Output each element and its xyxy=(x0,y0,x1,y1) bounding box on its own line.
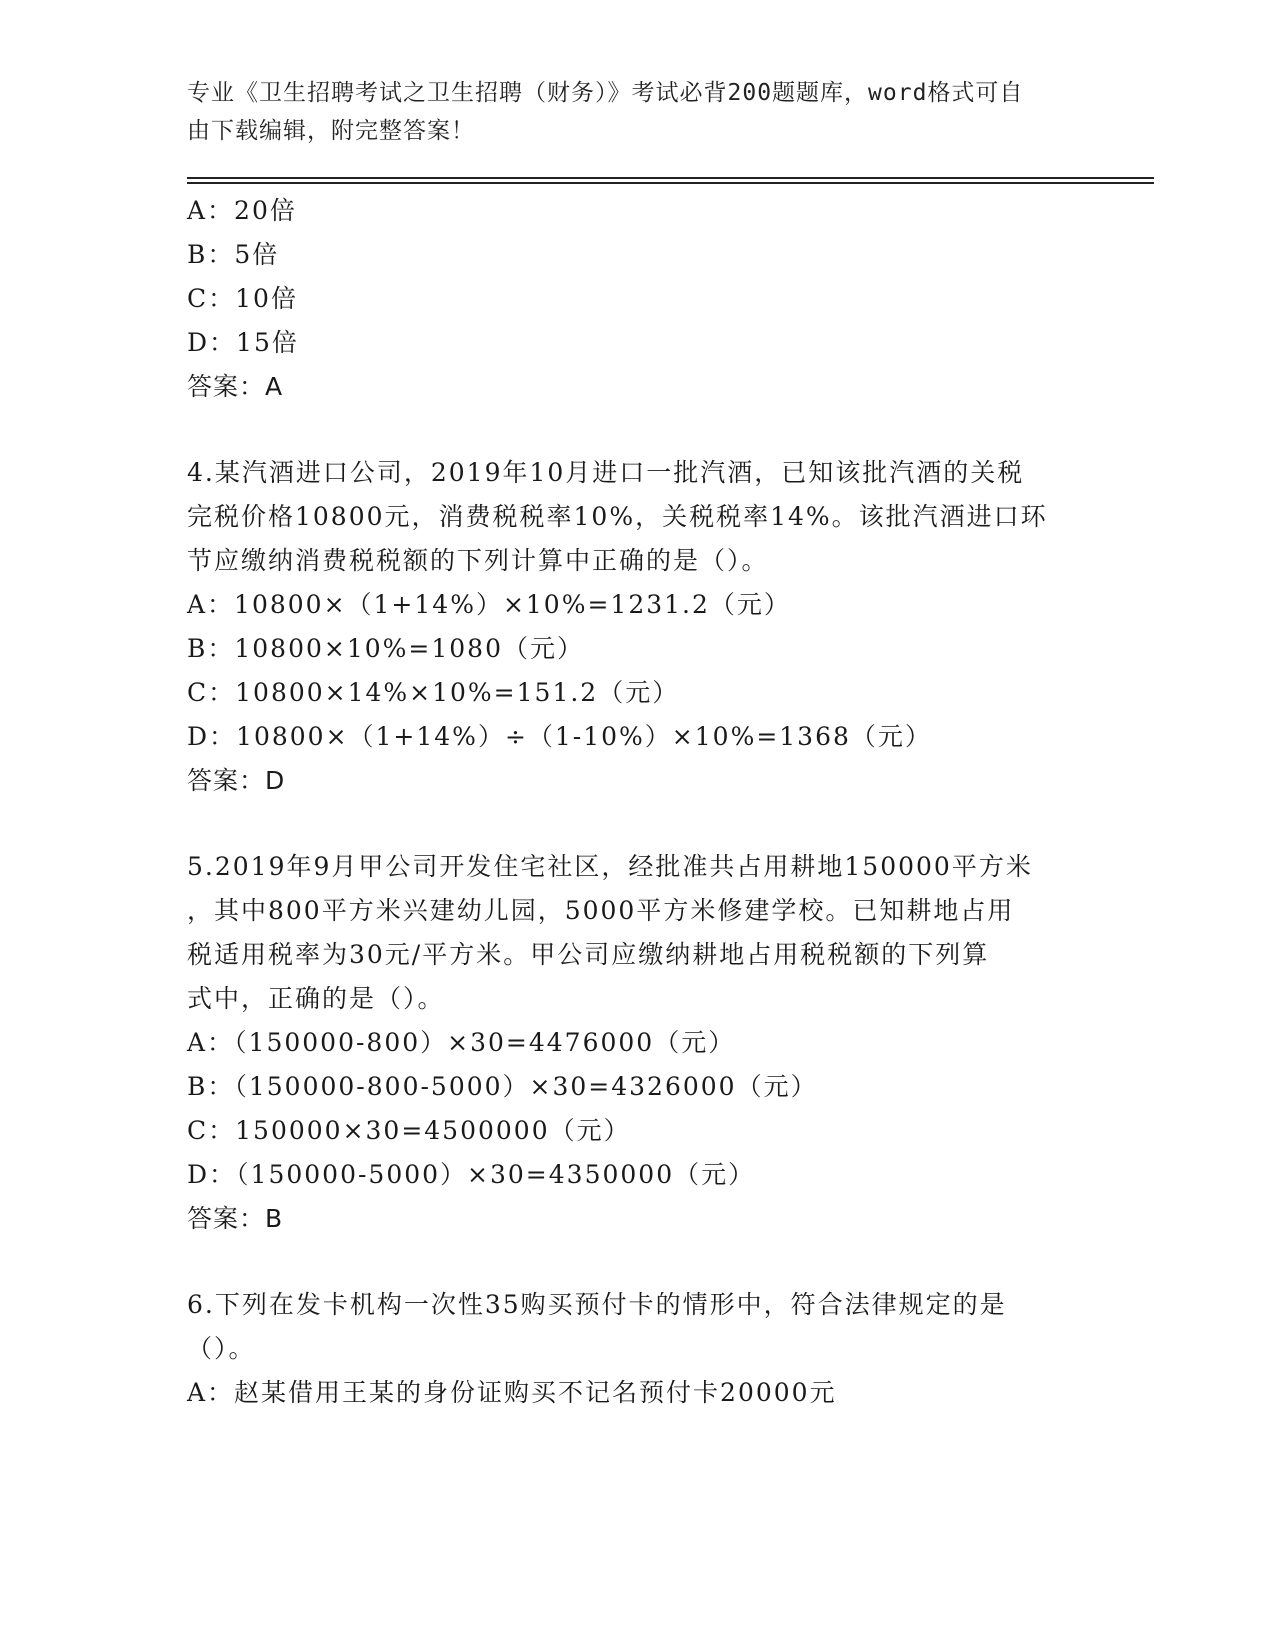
q5-stem-line-1: 5.2019年9月甲公司开发住宅社区，经批准共占用耕地150000平方米 xyxy=(187,852,1033,881)
q6-stem-line-2: （）。 xyxy=(187,1334,256,1363)
q4-option-a: A：10800×（1+14%）×10%=1231.2（元） xyxy=(187,590,791,619)
header-rule-bottom xyxy=(187,182,1154,184)
q5-option-a: A：（150000-800）×30=4476000（元） xyxy=(187,1028,736,1057)
q3-option-a: A：20倍 xyxy=(187,196,297,225)
q6-stem-line-1: 6.下列在发卡机构一次性35购买预付卡的情形中，符合法律规定的是 xyxy=(187,1290,1007,1319)
q5-stem-line-3: 税适用税率为30元/平方米。甲公司应缴纳耕地占用税税额的下列算 xyxy=(187,940,990,969)
q3-option-b: B：5倍 xyxy=(187,240,280,269)
q5-answer: 答案：B xyxy=(187,1204,284,1233)
q5-option-d: D：（150000-5000）×30=4350000（元） xyxy=(187,1160,756,1189)
q3-option-d: D：15倍 xyxy=(187,328,299,357)
header-line-2: 由下载编辑，附完整答案！ xyxy=(187,118,475,144)
q5-option-c: C：150000×30=4500000（元） xyxy=(187,1116,631,1145)
q5-stem-line-2: ，其中800平方米兴建幼儿园，5000平方米修建学校。已知耕地占用 xyxy=(187,896,1015,925)
document-header xyxy=(187,74,1087,150)
q3-option-c: C：10倍 xyxy=(187,284,298,313)
q4-stem-line-2: 完税价格10800元，消费税税率10%，关税税率14%。该批汽酒进口环 xyxy=(187,502,1048,531)
q6-option-a: A：赵某借用王某的身份证购买不记名预付卡20000元 xyxy=(187,1378,837,1407)
q3-answer: 答案：A xyxy=(187,372,284,401)
q4-option-c: C：10800×14%×10%=151.2（元） xyxy=(187,678,680,707)
q5-option-b: B：（150000-800-5000）×30=4326000（元） xyxy=(187,1072,818,1101)
q4-option-b: B：10800×10%=1080（元） xyxy=(187,634,584,663)
q4-answer: 答案：D xyxy=(187,766,286,795)
q4-option-d: D：10800×（1+14%）÷（1-10%）×10%=1368（元） xyxy=(187,722,932,751)
q4-stem-line-3: 节应缴纳消费税税额的下列计算中正确的是（）。 xyxy=(187,546,769,575)
q4-stem-line-1: 4.某汽酒进口公司，2019年10月进口一批汽酒，已知该批汽酒的关税 xyxy=(187,458,1025,487)
header-rule-top xyxy=(187,177,1154,179)
q5-stem-line-4: 式中，正确的是（）。 xyxy=(187,984,445,1013)
header-line-1: 专业《卫生招聘考试之卫生招聘（财务）》考试必背200题题库，word格式可自 xyxy=(187,80,1024,106)
